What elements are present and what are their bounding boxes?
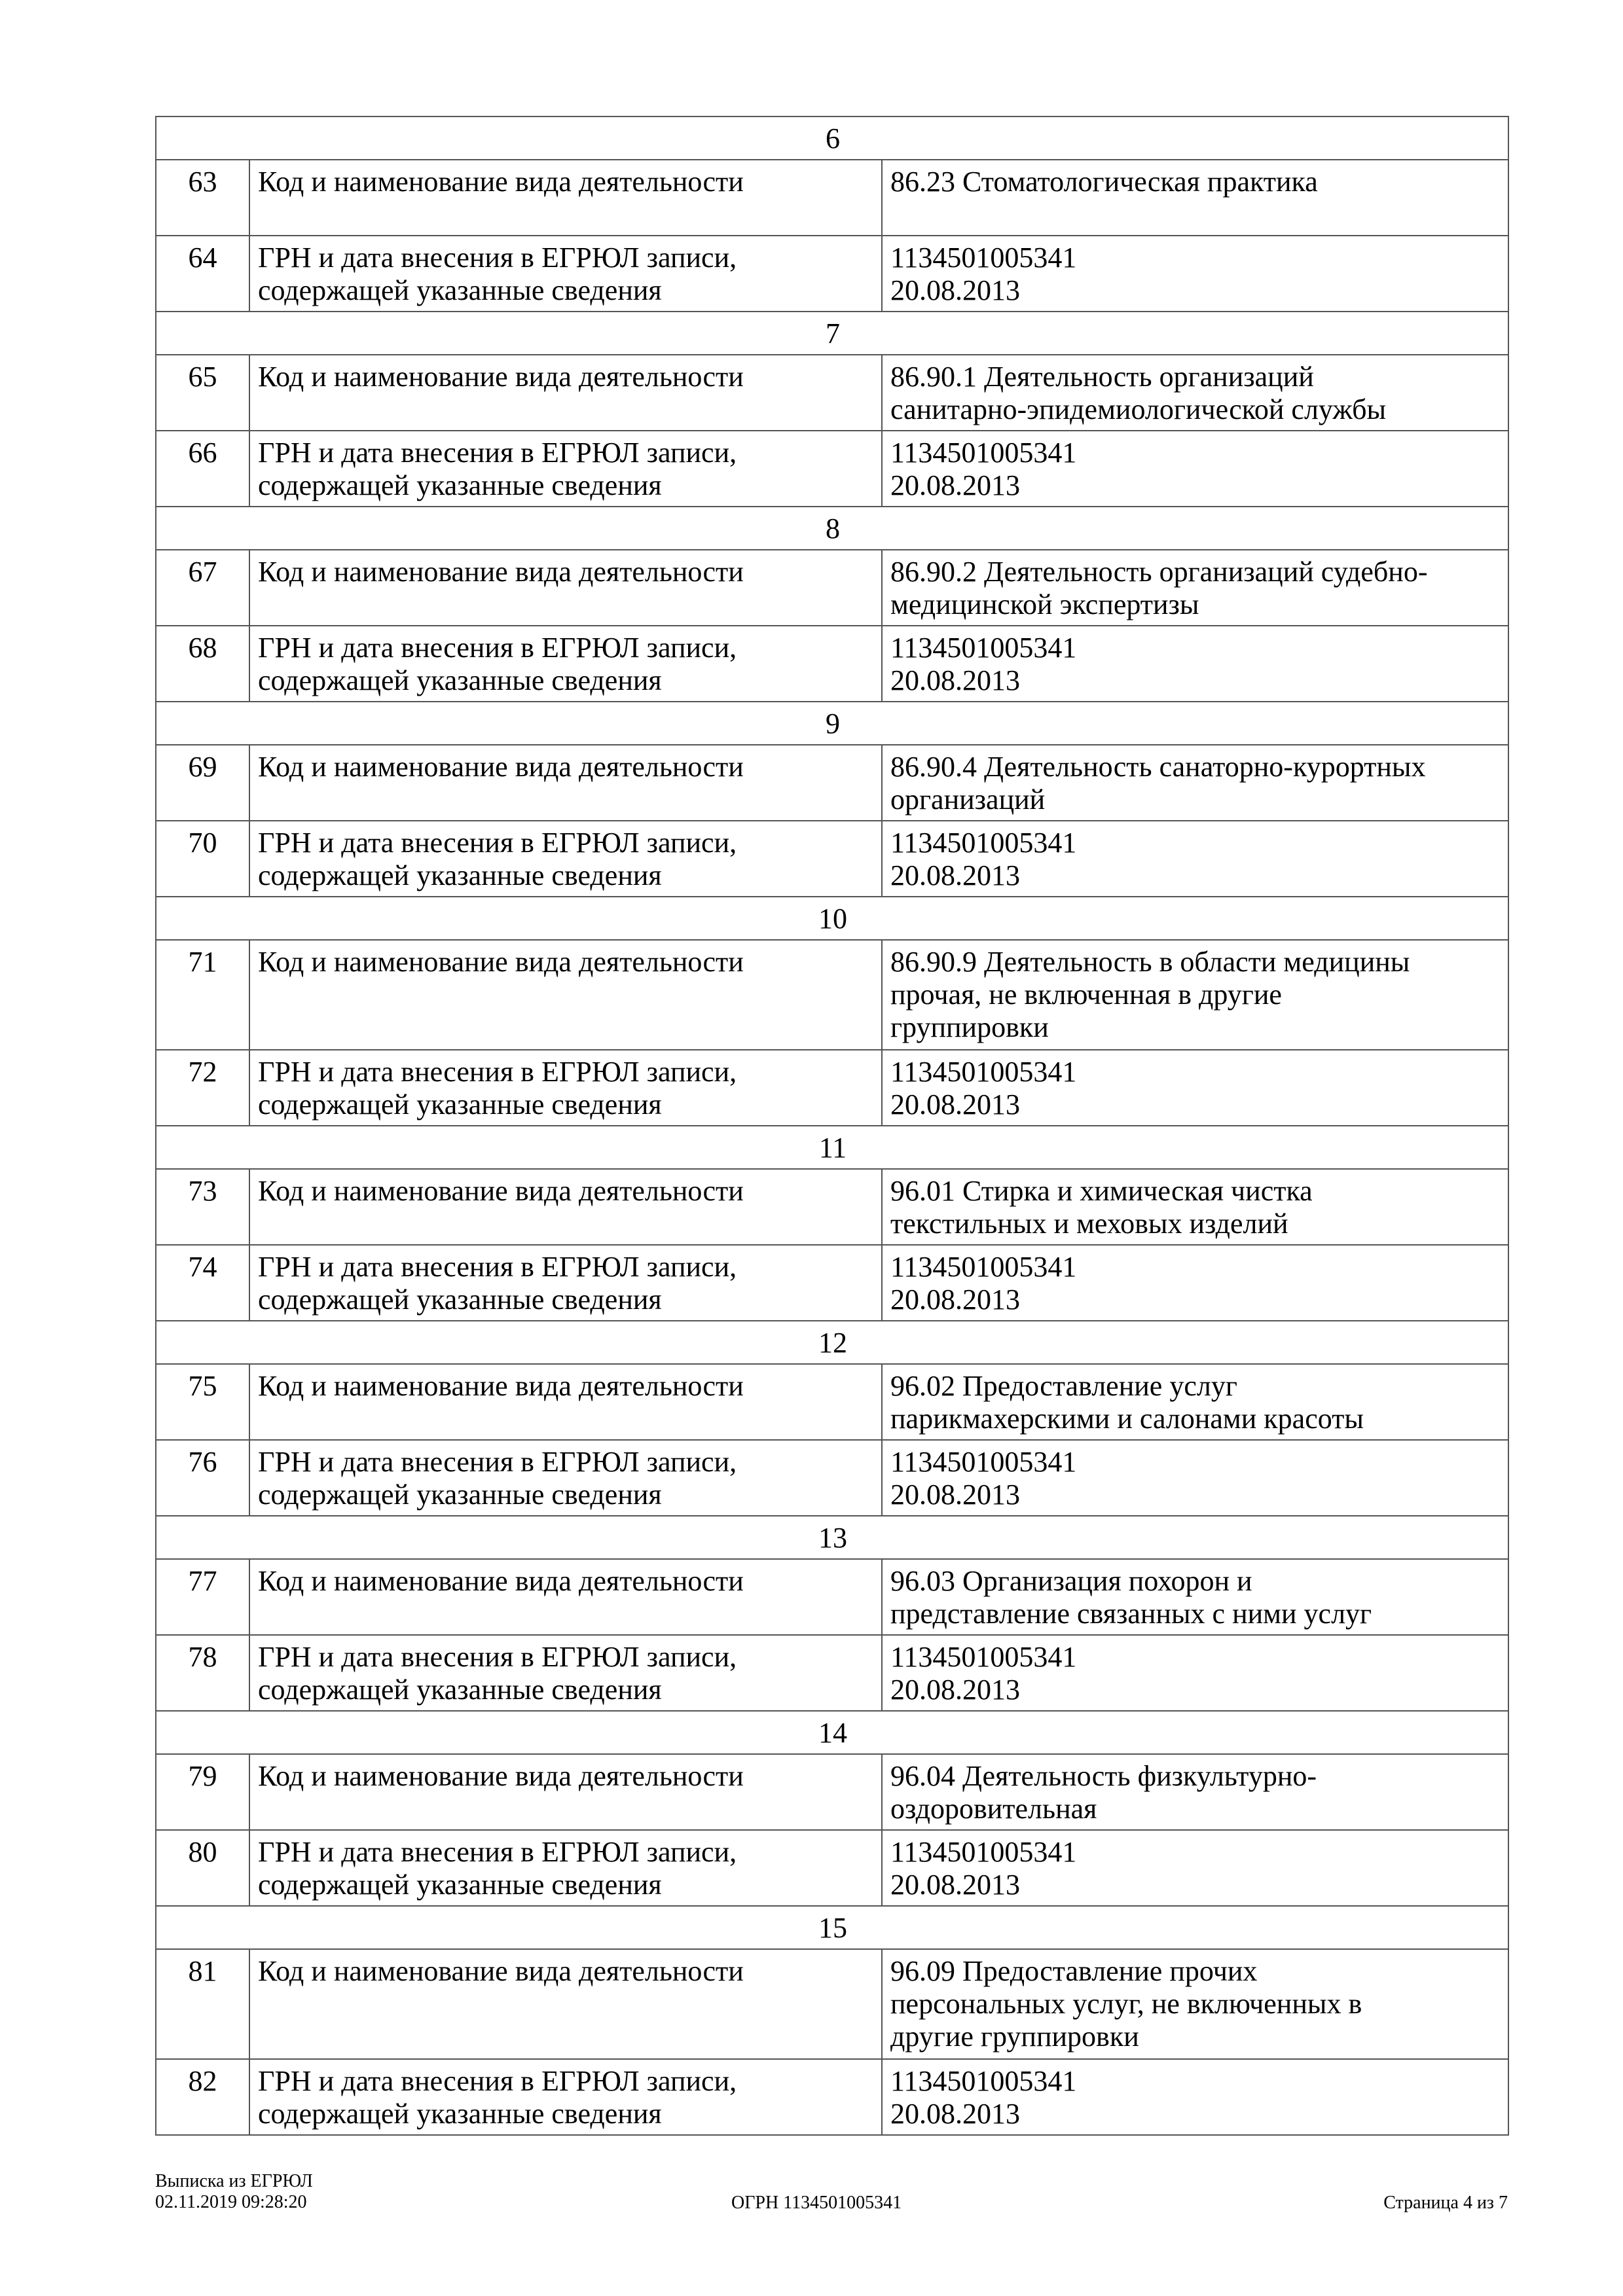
row-label: Код и наименование вида деятельности (249, 160, 882, 236)
row-value: 1134501005341 20.08.2013 (882, 626, 1508, 702)
row-label: Код и наименование вида деятельности (249, 1364, 882, 1440)
row-number: 78 (156, 1635, 249, 1711)
section-header-row (156, 1711, 1508, 1754)
row-label: ГРН и дата внесения в ЕГРЮЛ записи, содержащей указанные сведения (249, 236, 882, 312)
row-value: 86.90.9 Деятельность в области медицины прочая, не включенная в другие группировки (882, 940, 1508, 1050)
row-value: 1134501005341 20.08.2013 (882, 1635, 1508, 1711)
grn-row (156, 1050, 1508, 1126)
grn-row (156, 236, 1508, 312)
row-number: 63 (156, 160, 249, 236)
row-value: 86.23 Стоматологическая практика (882, 160, 1508, 236)
row-number: 75 (156, 1364, 249, 1440)
activity-row (156, 1754, 1508, 1830)
section-header-row (156, 507, 1508, 550)
row-value: 1134501005341 20.08.2013 (882, 1440, 1508, 1516)
row-value: 1134501005341 20.08.2013 (882, 236, 1508, 312)
row-value: 1134501005341 20.08.2013 (882, 1050, 1508, 1126)
row-label: ГРН и дата внесения в ЕГРЮЛ записи, содержащей указанные сведения (249, 1050, 882, 1126)
row-label: Код и наименование вида деятельности (249, 940, 882, 1050)
row-label: ГРН и дата внесения в ЕГРЮЛ записи, содержащей указанные сведения (249, 821, 882, 897)
section-header-row (156, 117, 1508, 160)
row-number: 64 (156, 236, 249, 312)
row-label: ГРН и дата внесения в ЕГРЮЛ записи, содержащей указанные сведения (249, 626, 882, 702)
section-number: 6 (156, 117, 1508, 160)
grn-row (156, 626, 1508, 702)
section-number: 14 (156, 1711, 1508, 1754)
grn-row (156, 1635, 1508, 1711)
grn-row (156, 821, 1508, 897)
row-label: ГРН и дата внесения в ЕГРЮЛ записи, содержащей указанные сведения (249, 431, 882, 507)
section-number: 9 (156, 702, 1508, 745)
row-value: 1134501005341 20.08.2013 (882, 431, 1508, 507)
row-label: ГРН и дата внесения в ЕГРЮЛ записи, содержащей указанные сведения (249, 2059, 882, 2135)
activity-row (156, 1364, 1508, 1440)
row-label: ГРН и дата внесения в ЕГРЮЛ записи, содержащей указанные сведения (249, 1830, 882, 1906)
section-header-row (156, 897, 1508, 940)
grn-row (156, 431, 1508, 507)
activity-row (156, 160, 1508, 236)
row-value: 96.01 Стирка и химическая чистка текстильных и меховых изделий (882, 1169, 1508, 1245)
row-value: 1134501005341 20.08.2013 (882, 821, 1508, 897)
row-value: 1134501005341 20.08.2013 (882, 1245, 1508, 1321)
row-number: 73 (156, 1169, 249, 1245)
activity-row (156, 1559, 1508, 1635)
section-number: 7 (156, 312, 1508, 355)
row-label: ГРН и дата внесения в ЕГРЮЛ записи, содержащей указанные сведения (249, 1440, 882, 1516)
row-label: Код и наименование вида деятельности (249, 550, 882, 626)
row-number: 69 (156, 745, 249, 821)
section-header-row (156, 1516, 1508, 1559)
row-label: Код и наименование вида деятельности (249, 355, 882, 431)
row-number: 76 (156, 1440, 249, 1516)
row-label: ГРН и дата внесения в ЕГРЮЛ записи, содержащей указанные сведения (249, 1635, 882, 1711)
activity-row (156, 940, 1508, 1050)
row-value: 96.09 Предоставление прочих персональных услуг, не включенных в другие группировки (882, 1949, 1508, 2059)
row-value: 96.04 Деятельность физкультурно- оздоровительная (882, 1754, 1508, 1830)
activity-row (156, 1169, 1508, 1245)
row-number: 71 (156, 940, 249, 1050)
row-value: 96.03 Организация похорон и представление связанных с ними услуг (882, 1559, 1508, 1635)
row-label: Код и наименование вида деятельности (249, 1559, 882, 1635)
row-number: 68 (156, 626, 249, 702)
row-number: 72 (156, 1050, 249, 1126)
footer-left (155, 2171, 313, 2213)
section-header-row (156, 1321, 1508, 1364)
activities-table (155, 116, 1509, 2136)
grn-row (156, 1830, 1508, 1906)
activity-row (156, 355, 1508, 431)
row-label: Код и наименование вида деятельности (249, 1169, 882, 1245)
section-number: 13 (156, 1516, 1508, 1559)
row-value: 1134501005341 20.08.2013 (882, 1830, 1508, 1906)
footer-ogrn: ОГРН 1134501005341 (731, 2193, 902, 2213)
row-number: 65 (156, 355, 249, 431)
row-number: 81 (156, 1949, 249, 2059)
row-label: Код и наименование вида деятельности (249, 745, 882, 821)
section-header-row (156, 1906, 1508, 1949)
row-label: Код и наименование вида деятельности (249, 1754, 882, 1830)
footer-doc-title: Выписка из ЕГРЮЛ (155, 2171, 313, 2191)
row-number: 79 (156, 1754, 249, 1830)
row-number: 70 (156, 821, 249, 897)
section-header-row (156, 312, 1508, 355)
row-number: 82 (156, 2059, 249, 2135)
row-value: 86.90.4 Деятельность санаторно-курортных организаций (882, 745, 1508, 821)
grn-row (156, 1245, 1508, 1321)
row-number: 80 (156, 1830, 249, 1906)
activity-row (156, 1949, 1508, 2059)
section-header-row (156, 1126, 1508, 1169)
section-number: 15 (156, 1906, 1508, 1949)
grn-row (156, 2059, 1508, 2135)
section-number: 11 (156, 1126, 1508, 1169)
row-value: 86.90.1 Деятельность организаций санитарно-эпидемиологической службы (882, 355, 1508, 431)
row-value: 96.02 Предоставление услуг парикмахерскими и салонами красоты (882, 1364, 1508, 1440)
section-number: 8 (156, 507, 1508, 550)
row-number: 66 (156, 431, 249, 507)
activity-row (156, 745, 1508, 821)
activity-row (156, 550, 1508, 626)
row-number: 74 (156, 1245, 249, 1321)
row-label: Код и наименование вида деятельности (249, 1949, 882, 2059)
footer-page-number: Страница 4 из 7 (1383, 2193, 1508, 2213)
row-value: 1134501005341 20.08.2013 (882, 2059, 1508, 2135)
row-number: 67 (156, 550, 249, 626)
footer-datetime: 02.11.2019 09:28:20 (155, 2192, 307, 2212)
section-header-row (156, 702, 1508, 745)
row-label: ГРН и дата внесения в ЕГРЮЛ записи, содержащей указанные сведения (249, 1245, 882, 1321)
section-number: 10 (156, 897, 1508, 940)
row-value: 86.90.2 Деятельность организаций судебно- медицинской экспертизы (882, 550, 1508, 626)
section-number: 12 (156, 1321, 1508, 1364)
grn-row (156, 1440, 1508, 1516)
row-number: 77 (156, 1559, 249, 1635)
